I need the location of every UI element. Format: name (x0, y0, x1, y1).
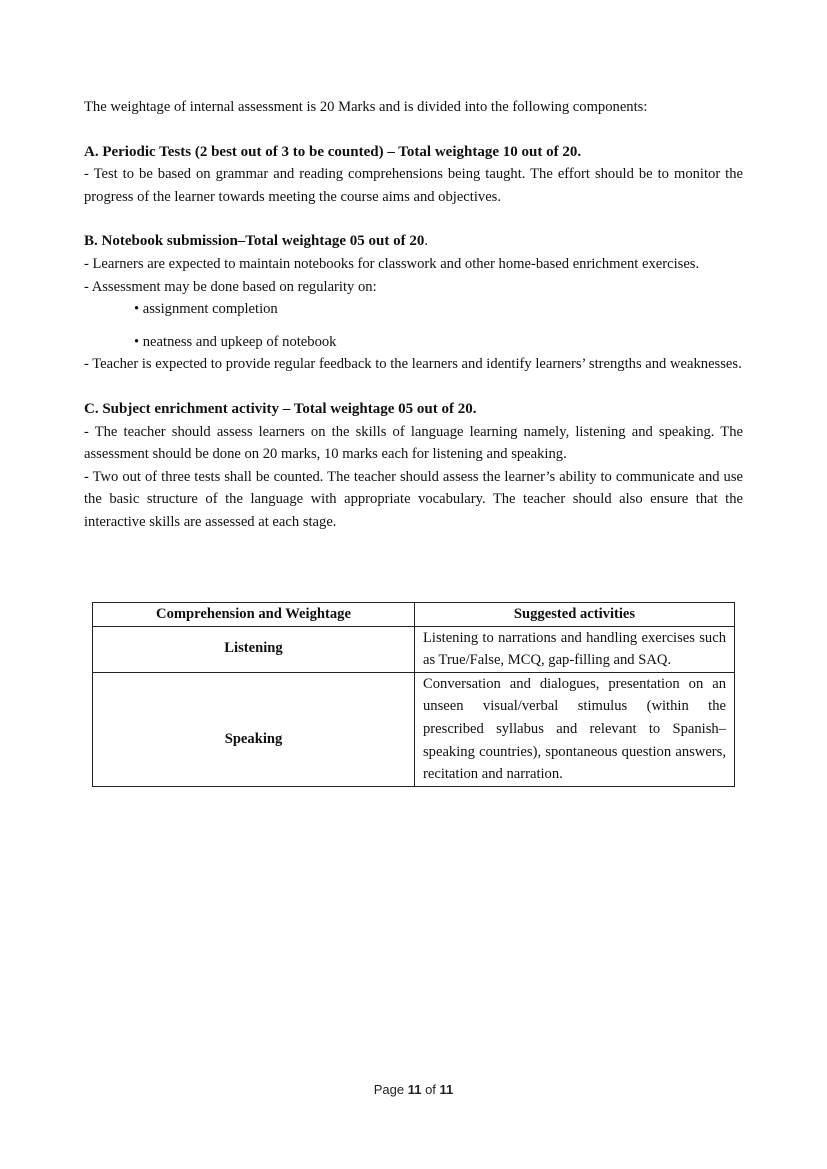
section-c-paragraph-1: - The teacher should assess learners on the skills of language learning namely, listening and speaking. The assessment should be done on 20 marks, 10 marks each for listening and speaking. (84, 423, 743, 463)
row-activity-listening: Listening to narrations and handling exercises such as True/False, MCQ, gap-filling and SAQ. (415, 626, 735, 672)
row-activity-speaking: Conversation and dialogues, presentation on an unseen visual/verbal stimulus (within the prescribed syllabus and relevant to Spanish–speaking countries), spontaneous question answers, recitation and narration. (415, 672, 735, 786)
page-of-label: of (425, 1082, 436, 1097)
section-c-heading: C. Subject enrichment activity – Total weightage 05 out of 20. (84, 400, 477, 417)
section-b-heading-suffix: . (424, 233, 428, 250)
table-header-row (93, 603, 735, 627)
section-b-line-1: - Learners are expected to maintain notebooks for classwork and other home-based enrichment exercises. (84, 255, 700, 272)
activities-table (92, 602, 735, 787)
section-notebook-submission (84, 230, 743, 376)
row-label-speaking: Speaking (93, 672, 415, 786)
section-c-paragraph-2: - Two out of three tests shall be counted. The teacher should assess the learner’s ability to communicate and use the basic structure of the language with appropriate vocabulary. The teacher should also ensure that the interactive skills are assessed at each stage. (84, 468, 743, 530)
intro-paragraph: The weightage of internal assessment is 20 Marks and is divided into the following components: (84, 99, 648, 115)
row-label-listening: Listening (93, 626, 415, 672)
table-row (93, 672, 735, 786)
section-b-line-2: - Assessment may be done based on regularity on: (84, 278, 377, 295)
section-b-heading-line (84, 230, 743, 253)
section-b-heading: B. Notebook submission–Total weightage 05 out of 20 (84, 233, 425, 250)
section-a-heading: A. Periodic Tests (2 best out of 3 to be counted) – Total weightage 10 out of 20. (84, 143, 582, 160)
section-a-body: - Test to be based on grammar and reading comprehensions being taught. The effort should be to monitor the progress of the learner towards meeting the course aims and objectives. (84, 166, 743, 205)
table-row (93, 626, 735, 672)
bullet-item: • neatness and upkeep of notebook (134, 333, 337, 350)
document-body (84, 96, 743, 534)
column-header-activities: Suggested activities (415, 603, 735, 627)
current-page-number: 11 (407, 1082, 422, 1097)
page-number-footer (0, 1082, 827, 1097)
section-periodic-tests (84, 141, 743, 209)
page-label: Page (373, 1082, 405, 1097)
total-page-number: 11 (439, 1082, 454, 1097)
section-enrichment-activity (84, 398, 743, 534)
section-b-line-3: - Teacher is expected to provide regular feedback to the learners and identify learners’ strengths and weaknesses. (84, 356, 742, 373)
bullet-item: • assignment completion (134, 301, 278, 318)
column-header-comprehension: Comprehension and Weightage (93, 603, 415, 627)
